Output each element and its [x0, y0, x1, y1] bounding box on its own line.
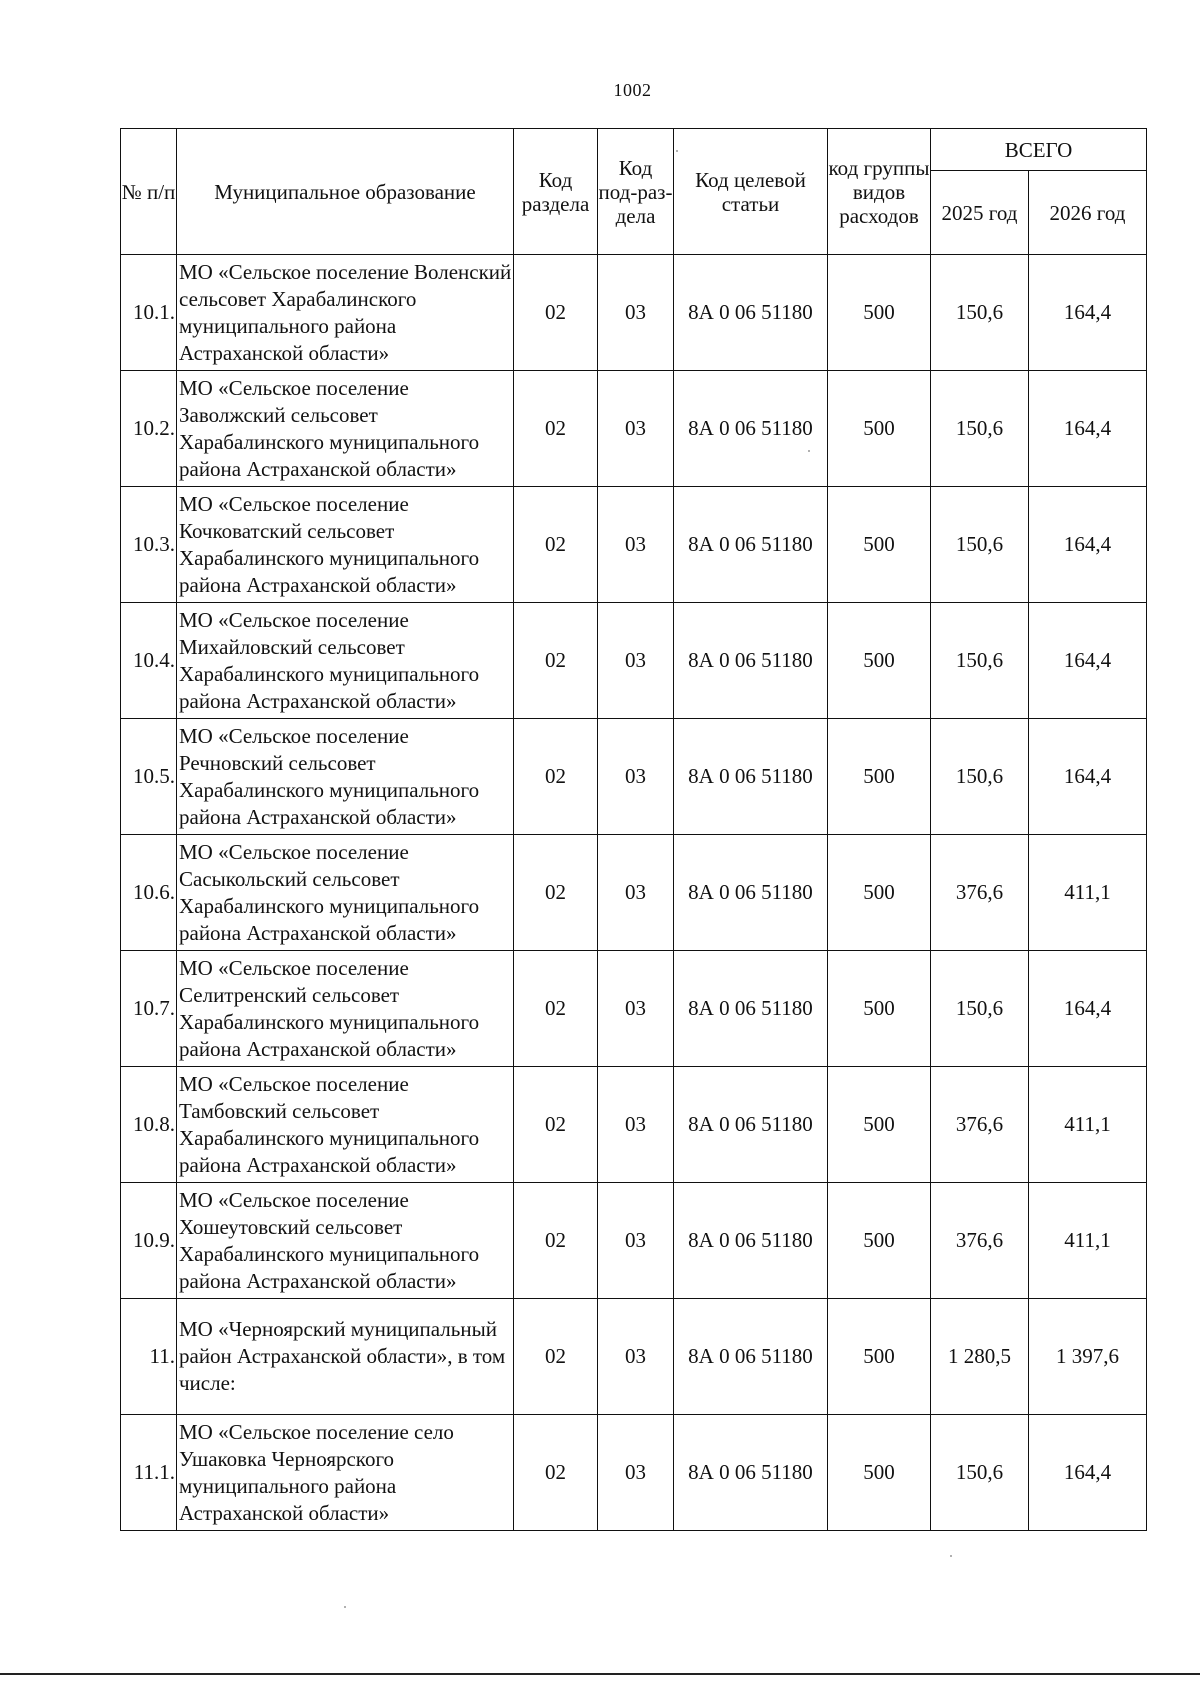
scan-speck	[344, 1606, 346, 1608]
table-row	[121, 255, 1147, 371]
cell-subsection-code: 03	[598, 951, 674, 1067]
table-row	[121, 487, 1147, 603]
cell-num: 10.1.	[121, 255, 177, 371]
cell-subsection-code: 03	[598, 719, 674, 835]
cell-2026: 411,1	[1029, 1183, 1147, 1299]
cell-expense-group: 500	[828, 255, 931, 371]
cell-municipality: МО «Сельское поселение село Ушаковка Черноярского муниципального района Астраханской области»	[177, 1415, 514, 1531]
cell-target-code: 8А 0 06 51180	[674, 1415, 828, 1531]
cell-section-code: 02	[514, 603, 598, 719]
table-row	[121, 1415, 1147, 1531]
cell-municipality: МО «Сельское поселение Хошеутовский сельсовет Харабалинского муниципального района Астраханской области»	[177, 1183, 514, 1299]
table-row	[121, 1183, 1147, 1299]
cell-2026: 164,4	[1029, 371, 1147, 487]
cell-2025: 150,6	[931, 487, 1029, 603]
table-row	[121, 951, 1147, 1067]
header-expense-group-code: код группы видов расходов	[828, 129, 931, 255]
cell-2026: 164,4	[1029, 719, 1147, 835]
cell-section-code: 02	[514, 1299, 598, 1415]
cell-expense-group: 500	[828, 1415, 931, 1531]
cell-municipality: МО «Сельское поселение Речновский сельсовет Харабалинского муниципального района Астраханской области»	[177, 719, 514, 835]
cell-subsection-code: 03	[598, 1067, 674, 1183]
cell-section-code: 02	[514, 1415, 598, 1531]
cell-num: 10.6.	[121, 835, 177, 951]
cell-num: 11.	[121, 1299, 177, 1415]
cell-num: 10.2.	[121, 371, 177, 487]
cell-expense-group: 500	[828, 487, 931, 603]
cell-2025: 150,6	[931, 719, 1029, 835]
cell-section-code: 02	[514, 719, 598, 835]
cell-expense-group: 500	[828, 719, 931, 835]
table-row	[121, 603, 1147, 719]
cell-2025: 376,6	[931, 1183, 1029, 1299]
cell-num: 10.8.	[121, 1067, 177, 1183]
header-municipality: Муниципальное образование	[177, 129, 514, 255]
cell-expense-group: 500	[828, 1067, 931, 1183]
cell-section-code: 02	[514, 487, 598, 603]
cell-section-code: 02	[514, 1067, 598, 1183]
cell-2026: 164,4	[1029, 603, 1147, 719]
cell-subsection-code: 03	[598, 1415, 674, 1531]
cell-target-code: 8А 0 06 51180	[674, 719, 828, 835]
cell-municipality: МО «Сельское поселение Тамбовский сельсовет Харабалинского муниципального района Астраханской области»	[177, 1067, 514, 1183]
bottom-rule	[0, 1673, 1200, 1675]
cell-target-code: 8А 0 06 51180	[674, 603, 828, 719]
cell-expense-group: 500	[828, 603, 931, 719]
cell-municipality: МО «Сельское поселение Сасыкольский сельсовет Харабалинского муниципального района Астраханской области»	[177, 835, 514, 951]
cell-expense-group: 500	[828, 835, 931, 951]
cell-num: 10.7.	[121, 951, 177, 1067]
cell-municipality: МО «Сельское поселение Михайловский сельсовет Харабалинского муниципального района Астраханской области»	[177, 603, 514, 719]
cell-municipality: МО «Черноярский муниципальный район Астраханской области», в том числе:	[177, 1299, 514, 1415]
cell-2026: 411,1	[1029, 835, 1147, 951]
table-row	[121, 1067, 1147, 1183]
cell-expense-group: 500	[828, 1299, 931, 1415]
cell-target-code: 8А 0 06 51180	[674, 951, 828, 1067]
table-row	[121, 1299, 1147, 1415]
cell-municipality: МО «Сельское поселение Заволжский сельсовет Харабалинского муниципального района Астраханской области»	[177, 371, 514, 487]
cell-2026: 411,1	[1029, 1067, 1147, 1183]
cell-subsection-code: 03	[598, 1299, 674, 1415]
cell-2025: 150,6	[931, 951, 1029, 1067]
cell-expense-group: 500	[828, 1183, 931, 1299]
table-row	[121, 835, 1147, 951]
page-number: 1002	[613, 80, 652, 100]
cell-target-code: 8А 0 06 51180	[674, 487, 828, 603]
cell-subsection-code: 03	[598, 1183, 674, 1299]
cell-subsection-code: 03	[598, 255, 674, 371]
cell-2026: 164,4	[1029, 255, 1147, 371]
cell-municipality: МО «Сельское поселение Селитренский сельсовет Харабалинского муниципального района Астраханской области»	[177, 951, 514, 1067]
header-subsection-code: Код под-раз-дела	[598, 129, 674, 255]
cell-2026: 164,4	[1029, 951, 1147, 1067]
header-section-code: Код раздела	[514, 129, 598, 255]
table-body	[121, 255, 1147, 1531]
cell-2025: 376,6	[931, 1067, 1029, 1183]
header-year-2026: 2026 год	[1029, 171, 1147, 255]
cell-num: 10.5.	[121, 719, 177, 835]
cell-municipality: МО «Сельское поселение Воленский сельсовет Харабалинского муниципального района Астраханской области»	[177, 255, 514, 371]
cell-2026: 1 397,6	[1029, 1299, 1147, 1415]
cell-2026: 164,4	[1029, 1415, 1147, 1531]
cell-subsection-code: 03	[598, 371, 674, 487]
cell-2025: 150,6	[931, 603, 1029, 719]
cell-expense-group: 500	[828, 951, 931, 1067]
header-target-code: Код целевой статьи	[674, 129, 828, 255]
cell-2025: 150,6	[931, 371, 1029, 487]
cell-2025: 376,6	[931, 835, 1029, 951]
header-year-2025: 2025 год	[931, 171, 1029, 255]
cell-2025: 150,6	[931, 255, 1029, 371]
cell-num: 10.3.	[121, 487, 177, 603]
header-total: ВСЕГО	[931, 129, 1147, 171]
cell-subsection-code: 03	[598, 835, 674, 951]
scan-speck	[676, 150, 678, 152]
cell-target-code: 8А 0 06 51180	[674, 371, 828, 487]
budget-table	[120, 128, 1147, 1531]
cell-2025: 1 280,5	[931, 1299, 1029, 1415]
cell-subsection-code: 03	[598, 603, 674, 719]
cell-subsection-code: 03	[598, 487, 674, 603]
cell-target-code: 8А 0 06 51180	[674, 1299, 828, 1415]
cell-section-code: 02	[514, 371, 598, 487]
header-num: № п/п	[121, 129, 177, 255]
table-row	[121, 371, 1147, 487]
cell-municipality: МО «Сельское поселение Кочковатский сельсовет Харабалинского муниципального района Астраханской области»	[177, 487, 514, 603]
cell-2025: 150,6	[931, 1415, 1029, 1531]
scan-speck	[808, 450, 810, 452]
cell-target-code: 8А 0 06 51180	[674, 255, 828, 371]
cell-expense-group: 500	[828, 371, 931, 487]
cell-num: 10.4.	[121, 603, 177, 719]
cell-section-code: 02	[514, 951, 598, 1067]
cell-target-code: 8А 0 06 51180	[674, 835, 828, 951]
cell-num: 11.1.	[121, 1415, 177, 1531]
cell-section-code: 02	[514, 1183, 598, 1299]
cell-target-code: 8А 0 06 51180	[674, 1183, 828, 1299]
cell-num: 10.9.	[121, 1183, 177, 1299]
cell-section-code: 02	[514, 835, 598, 951]
table-row	[121, 719, 1147, 835]
cell-target-code: 8А 0 06 51180	[674, 1067, 828, 1183]
cell-section-code: 02	[514, 255, 598, 371]
scan-speck	[950, 1555, 952, 1557]
cell-2026: 164,4	[1029, 487, 1147, 603]
